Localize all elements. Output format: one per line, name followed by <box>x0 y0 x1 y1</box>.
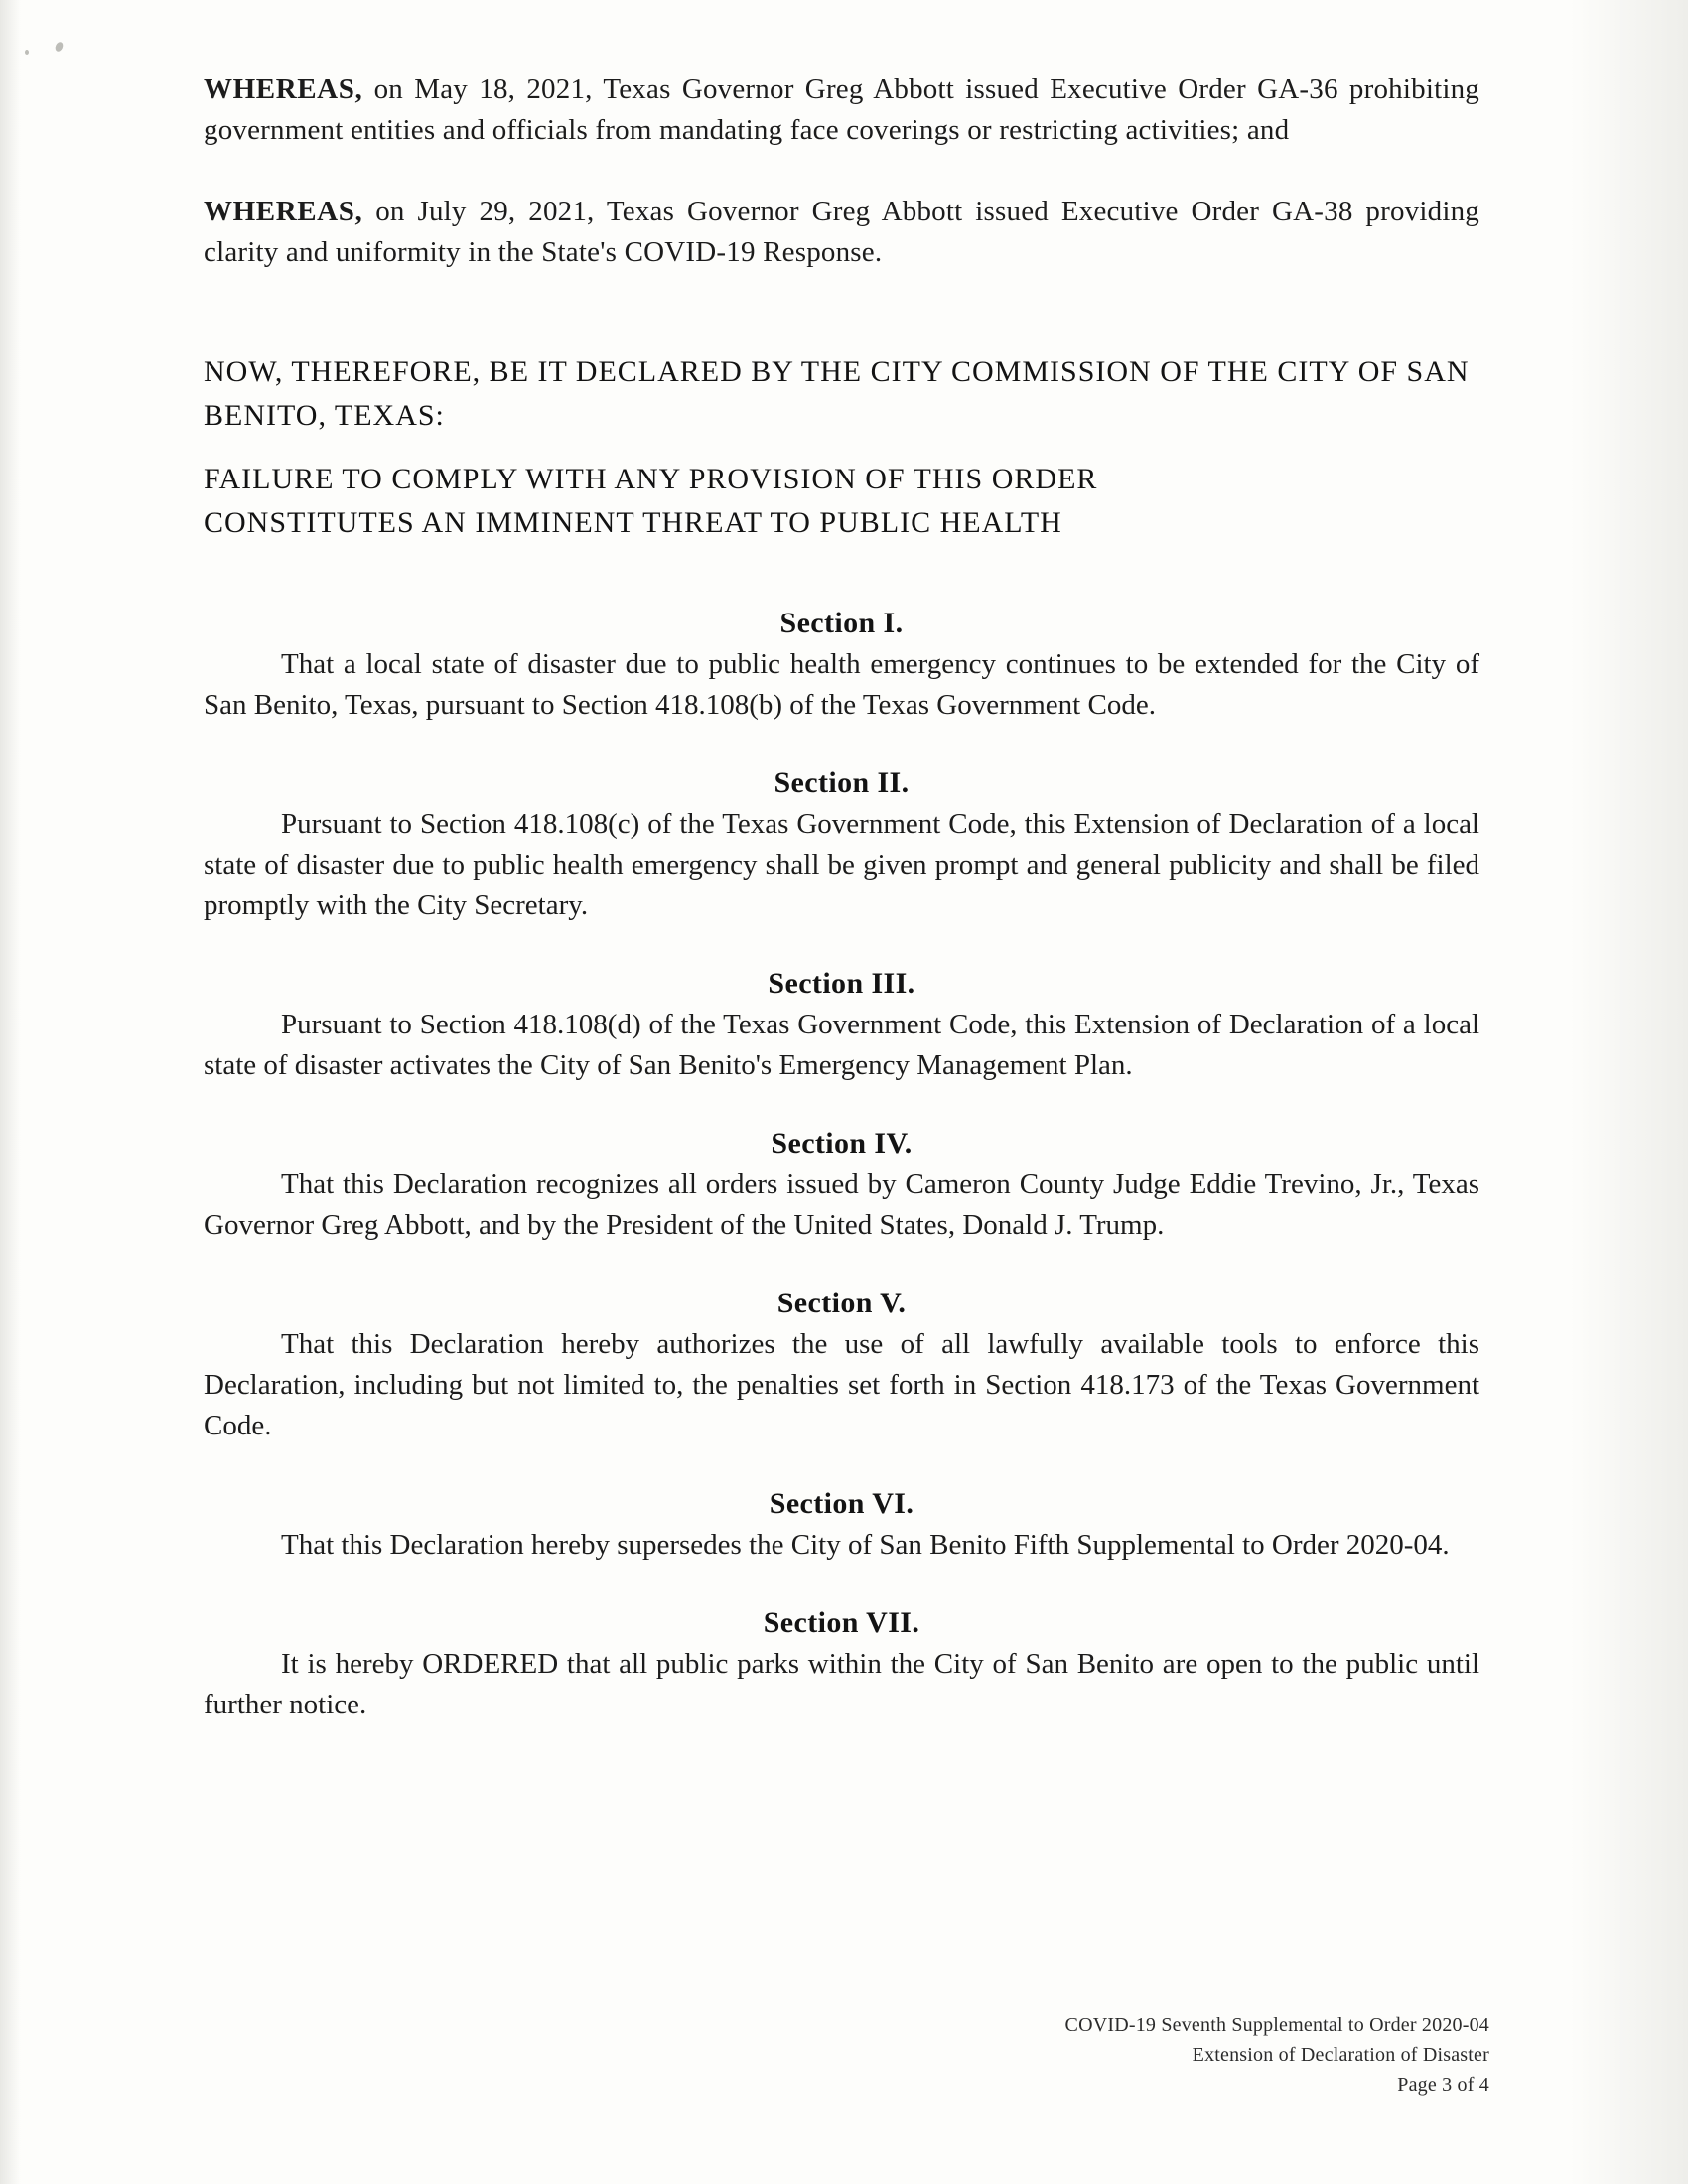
failure-heading-line-2: CONSTITUTES AN IMMINENT THREAT TO PUBLIC HEALTH <box>204 506 1062 539</box>
section-heading-4: Section IV. <box>771 1127 913 1160</box>
section-heading-5: Section V. <box>776 1287 907 1319</box>
section-body-4: That this Declaration recognizes all orders issued by Cameron County Judge Eddie Trevino, Jr., Texas Governor Greg Abbott, and by the President of the United States, Donald J. Trump. <box>204 1168 1479 1241</box>
whereas-paragraph-2 <box>204 192 1479 273</box>
whereas-text-1: on May 18, 2021, Texas Governor Greg Abbott issued Executive Order GA-36 prohibiting government entities and officials from mandating face coverings or restricting activities; and <box>204 73 1479 146</box>
section-body-3: Pursuant to Section 418.108(d) of the Texas Government Code, this Extension of Declaration of a local state of disaster activates the City of San Benito's Emergency Management Plan. <box>204 1009 1479 1081</box>
section-block-7 <box>204 1606 1479 1725</box>
section-heading-1: Section I. <box>779 607 904 639</box>
page-footer <box>874 2010 1489 2100</box>
section-block-5 <box>204 1287 1479 1446</box>
section-heading-3: Section III. <box>768 967 915 1000</box>
whereas-paragraph-1 <box>204 69 1479 151</box>
page-left-shadow <box>0 0 26 2184</box>
section-block-4 <box>204 1127 1479 1246</box>
section-block-2 <box>204 766 1479 926</box>
declaration-heading: NOW, THEREFORE, BE IT DECLARED BY THE CITY COMMISSION OF THE CITY OF SAN BENITO, TEXAS: <box>204 355 1470 432</box>
section-heading-6: Section VI. <box>769 1487 914 1520</box>
footer-line-1: COVID-19 Seventh Supplemental to Order 2020-04 <box>1064 2014 1489 2036</box>
section-body-7: It is hereby ORDERED that all public parks within the City of San Benito are open to the public until further notice. <box>204 1648 1479 1720</box>
whereas-lead-2: WHEREAS, <box>204 196 363 227</box>
scan-speck <box>54 41 65 53</box>
document-body <box>204 69 1479 1725</box>
scan-speck <box>25 50 29 55</box>
section-block-6 <box>204 1487 1479 1566</box>
footer-line-2: Extension of Declaration of Disaster <box>1192 2044 1489 2066</box>
section-body-6: That this Declaration hereby supersedes the City of San Benito Fifth Supplemental to Order 2020-04. <box>281 1529 1450 1561</box>
section-heading-7: Section VII. <box>763 1606 920 1639</box>
failure-heading-line-1: FAILURE TO COMPLY WITH ANY PROVISION OF THIS ORDER <box>204 463 1098 495</box>
section-heading-2: Section II. <box>774 766 910 799</box>
page-right-shadow <box>1519 0 1688 2184</box>
section-block-3 <box>204 967 1479 1086</box>
section-body-2: Pursuant to Section 418.108(c) of the Texas Government Code, this Extension of Declaration of a local state of disaster due to public health emergency shall be given prompt and general publicity and shall be filed promptly with the City Secretary. <box>204 808 1479 921</box>
section-body-5: That this Declaration hereby authorizes the use of all lawfully available tools to enforce this Declaration, including but not limited to, the penalties set forth in Section 418.173 of the Texas Government Code. <box>204 1328 1479 1441</box>
whereas-text-2: on July 29, 2021, Texas Governor Greg Abbott issued Executive Order GA-38 providing clarity and uniformity in the State's COVID-19 Response. <box>204 196 1479 268</box>
footer-page-number: Page 3 of 4 <box>1397 2074 1489 2096</box>
section-body-1: That a local state of disaster due to public health emergency continues to be extended for the City of San Benito, Texas, pursuant to Section 418.108(b) of the Texas Government Code. <box>204 648 1479 721</box>
section-block-1 <box>204 607 1479 726</box>
whereas-lead-1: WHEREAS, <box>204 73 363 105</box>
